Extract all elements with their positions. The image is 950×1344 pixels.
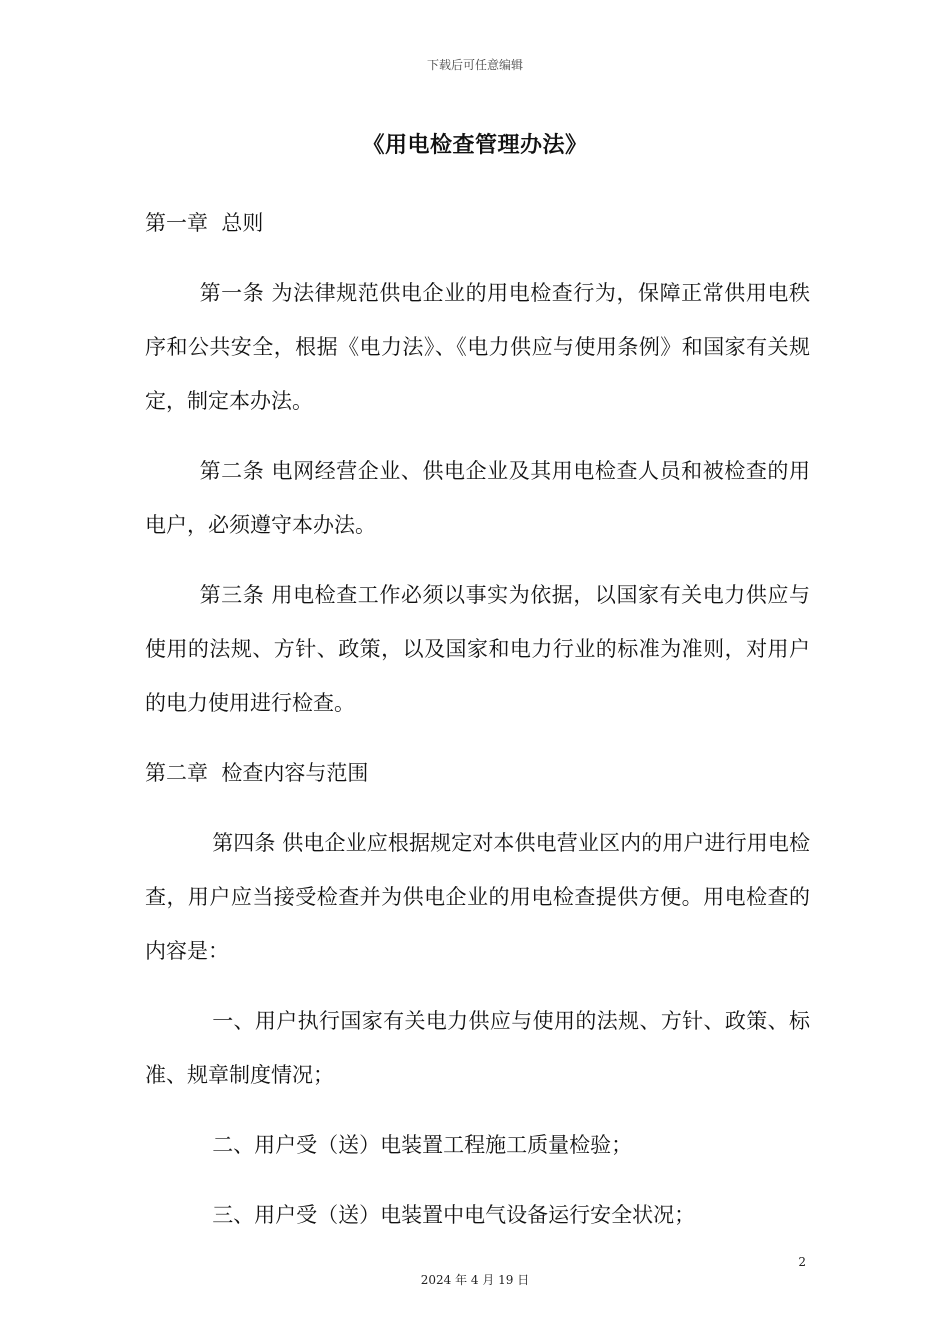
chapter-heading-1: 第一章 总则 xyxy=(145,211,264,235)
document-body xyxy=(145,196,810,1258)
document-title: 《用电检查管理办法》 xyxy=(362,133,588,158)
header-note: 下载后可任意编辑 xyxy=(426,58,523,72)
article-2: 第二条 电网经营企业、供电企业及其用电检查人员和被检查的用电户，必须遵守本办法。 xyxy=(145,459,810,537)
list-item-1: 一、用户执行国家有关电力供应与使用的法规、方针、政策、标准、规章制度情况； xyxy=(145,1009,810,1087)
page-number: 2 xyxy=(798,1255,806,1269)
article-4: 第四条 供电企业应根据规定对本供电营业区内的用户进行用电检查，用户应当接受检查并为供电企业的用电检查提供方便。用电检查的内容是： xyxy=(145,831,810,963)
article-1: 第一条 为法律规范供电企业的用电检查行为，保障正常供用电秩序和公共安全，根据《电力法》、《电力供应与使用条例》和国家有关规定，制定本办法。 xyxy=(145,281,810,413)
article-3: 第三条 用电检查工作必须以事实为依据，以国家有关电力供应与使用的法规、方针、政策，以及国家和电力行业的标准为准则，对用户的电力使用进行检查。 xyxy=(145,583,810,715)
list-item-2: 二、用户受（送）电装置工程施工质量检验； xyxy=(212,1133,633,1157)
footer-date: 2024 年 4 月 19 日 xyxy=(420,1273,530,1287)
chapter-heading-2: 第二章 检查内容与范围 xyxy=(145,761,369,785)
list-item-3: 三、用户受（送）电装置中电气设备运行安全状况； xyxy=(212,1203,696,1227)
